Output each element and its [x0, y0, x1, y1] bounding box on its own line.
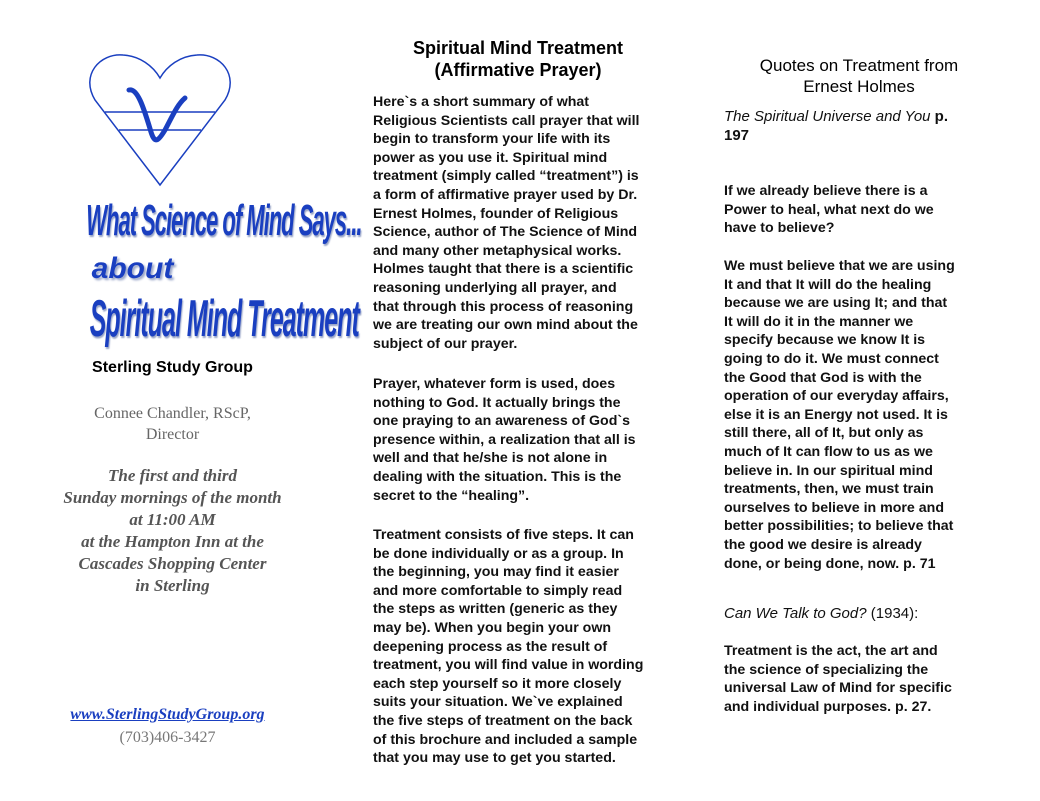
schedule-line: The first and third [108, 466, 237, 485]
text-line: It will do it in the manner we [724, 313, 914, 330]
website-link[interactable]: www.SterlingStudyGroup.org [70, 706, 265, 723]
text-line: and individual purposes. p. 27. [724, 698, 932, 715]
text-line: universal Law of Mind for specific [724, 680, 952, 697]
text-line: suits your situation. We`ve explained [373, 694, 623, 711]
text-line: the science of specializing the [724, 661, 929, 678]
text-line: and many other metaphysical works. [373, 242, 622, 259]
text-line: treatment (simply called “treatment”) is [373, 168, 639, 185]
text-line: believe in. In our spiritual mind [724, 462, 933, 479]
text-line: Power to heal, what next do we [724, 201, 934, 218]
text-line: Ernest Holmes, founder of Religious [373, 205, 619, 222]
text-line: reasoning underlying all prayer, and [373, 279, 617, 296]
paragraph-prayer [373, 375, 636, 505]
book-title: Can We Talk to God? [724, 605, 867, 622]
director-title: Director [145, 426, 200, 443]
text-line: and more comfortable to simply read [373, 582, 623, 599]
text-line: else it is an Energy not used. It is [724, 406, 948, 423]
heart-check-logo-icon [85, 50, 235, 200]
text-line: We must believe that we are using [724, 258, 955, 274]
text-line: well and that he/she is not alone in [373, 450, 608, 467]
text-line: begin to transform your life with its [373, 131, 611, 148]
text-line: the good we desire is already [724, 536, 922, 553]
schedule-line: at the Hampton Inn at the [81, 532, 264, 551]
brochure-title-line1: What Science of Mind Says... [86, 196, 362, 245]
text-line: we are treating our own mind about the [373, 317, 638, 334]
source-citation-1 [724, 108, 948, 145]
quotes-heading [724, 55, 994, 97]
text-line: Prayer, whatever form is used, does [373, 376, 616, 392]
page-ref: 197 [724, 126, 750, 144]
text-line: be done individually or as a group. In [373, 545, 624, 562]
quote-answer [724, 257, 955, 573]
text-line: deepening process as the result of [373, 638, 608, 655]
text-line: the beginning, you may find it easier [373, 564, 619, 581]
text-line: going to do it. We must connect [724, 350, 939, 367]
cover-panel [0, 0, 362, 801]
summary-heading [373, 37, 663, 81]
source-citation-2 [724, 605, 918, 624]
quote-question [724, 182, 934, 238]
text-line: If we already believe there is a [724, 183, 928, 199]
summary-panel [373, 0, 673, 801]
text-line: Science, author of The Science of Mind [373, 224, 638, 241]
phone-number: (703)406-3427 [119, 729, 216, 746]
text-line: specify because we know It is [724, 332, 926, 349]
text-line: Holmes taught that there is a scientific [373, 261, 634, 278]
quote-definition [724, 642, 952, 716]
director-name: Connee Chandler, RScP, [94, 405, 251, 422]
text-line: Treatment is the act, the art and [724, 643, 938, 659]
text-line: because we are using It; and that [724, 295, 948, 312]
text-line: have to believe? [724, 220, 835, 237]
schedule-line: at 11:00 AM [129, 510, 216, 529]
brochure-title-line3: Spiritual Mind Treatment [89, 290, 359, 348]
year: (1934): [866, 605, 919, 622]
text-line: that through this process of reasoning [373, 298, 634, 315]
text-line: ourselves to believe in more and [724, 499, 944, 516]
director-info [0, 403, 345, 445]
text-line: a form of affirmative prayer used by Dr. [373, 186, 638, 203]
text-line: Here`s a short summary of what [373, 94, 590, 110]
text-line: much of It can flow to us as we [724, 443, 933, 460]
schedule-line: Cascades Shopping Center [78, 554, 267, 573]
text-line: the Good that God is with the [724, 369, 922, 386]
text-line: that you may use to get you started. [373, 750, 616, 767]
text-line: Treatment consists of five steps. It can [373, 527, 634, 543]
text-line: one praying to an awareness of God`s [373, 413, 631, 430]
group-name: Sterling Study Group [92, 359, 253, 376]
schedule-line: in Sterling [135, 576, 210, 595]
quotes-panel [724, 0, 1024, 801]
text-line: the steps as written (generic as they [373, 601, 618, 618]
text-line: It and that It will do the healing [724, 276, 932, 293]
text-line: treatment, you will find value in wording [373, 657, 644, 674]
text-line: may be). When you begin your own [373, 619, 612, 636]
book-title: The Spiritual Universe and You [724, 108, 931, 125]
text-line: secret to the “healing”. [373, 487, 530, 504]
heading-line: Quotes on Treatment from [759, 56, 959, 75]
heading-line: Ernest Holmes [803, 77, 915, 96]
text-line: the five steps of treatment on the back [373, 712, 633, 729]
text-line: dealing with the situation. This is the [373, 468, 622, 485]
text-line: operation of our everyday affairs, [724, 388, 949, 405]
schedule-line: Sunday mornings of the month [63, 488, 282, 507]
brochure-title-line2: about [91, 252, 174, 285]
paragraph-steps [373, 526, 643, 768]
text-line: better possibilities; to believe that [724, 518, 954, 535]
page-ref: p. [930, 108, 949, 125]
text-line: each step yourself so it more closely [373, 675, 622, 692]
text-line: done, or being done, now. p. 71 [724, 555, 936, 572]
heading-line: (Affirmative Prayer) [434, 60, 602, 80]
meeting-schedule [0, 465, 345, 597]
text-line: of this brochure and included a sample [373, 731, 638, 748]
text-line: Religious Scientists call prayer that will [373, 112, 640, 129]
text-line: treatments, then, we must train [724, 481, 934, 498]
text-line: subject of our prayer. [373, 335, 518, 352]
text-line: presence within, a realization that all is [373, 431, 636, 448]
heading-line: Spiritual Mind Treatment [412, 38, 624, 58]
text-line: still there, all of It, but only as [724, 425, 924, 442]
text-line: nothing to God. It actually brings the [373, 394, 621, 411]
paragraph-summary [373, 93, 640, 353]
text-line: power as you use it. Spiritual mind [373, 149, 608, 166]
